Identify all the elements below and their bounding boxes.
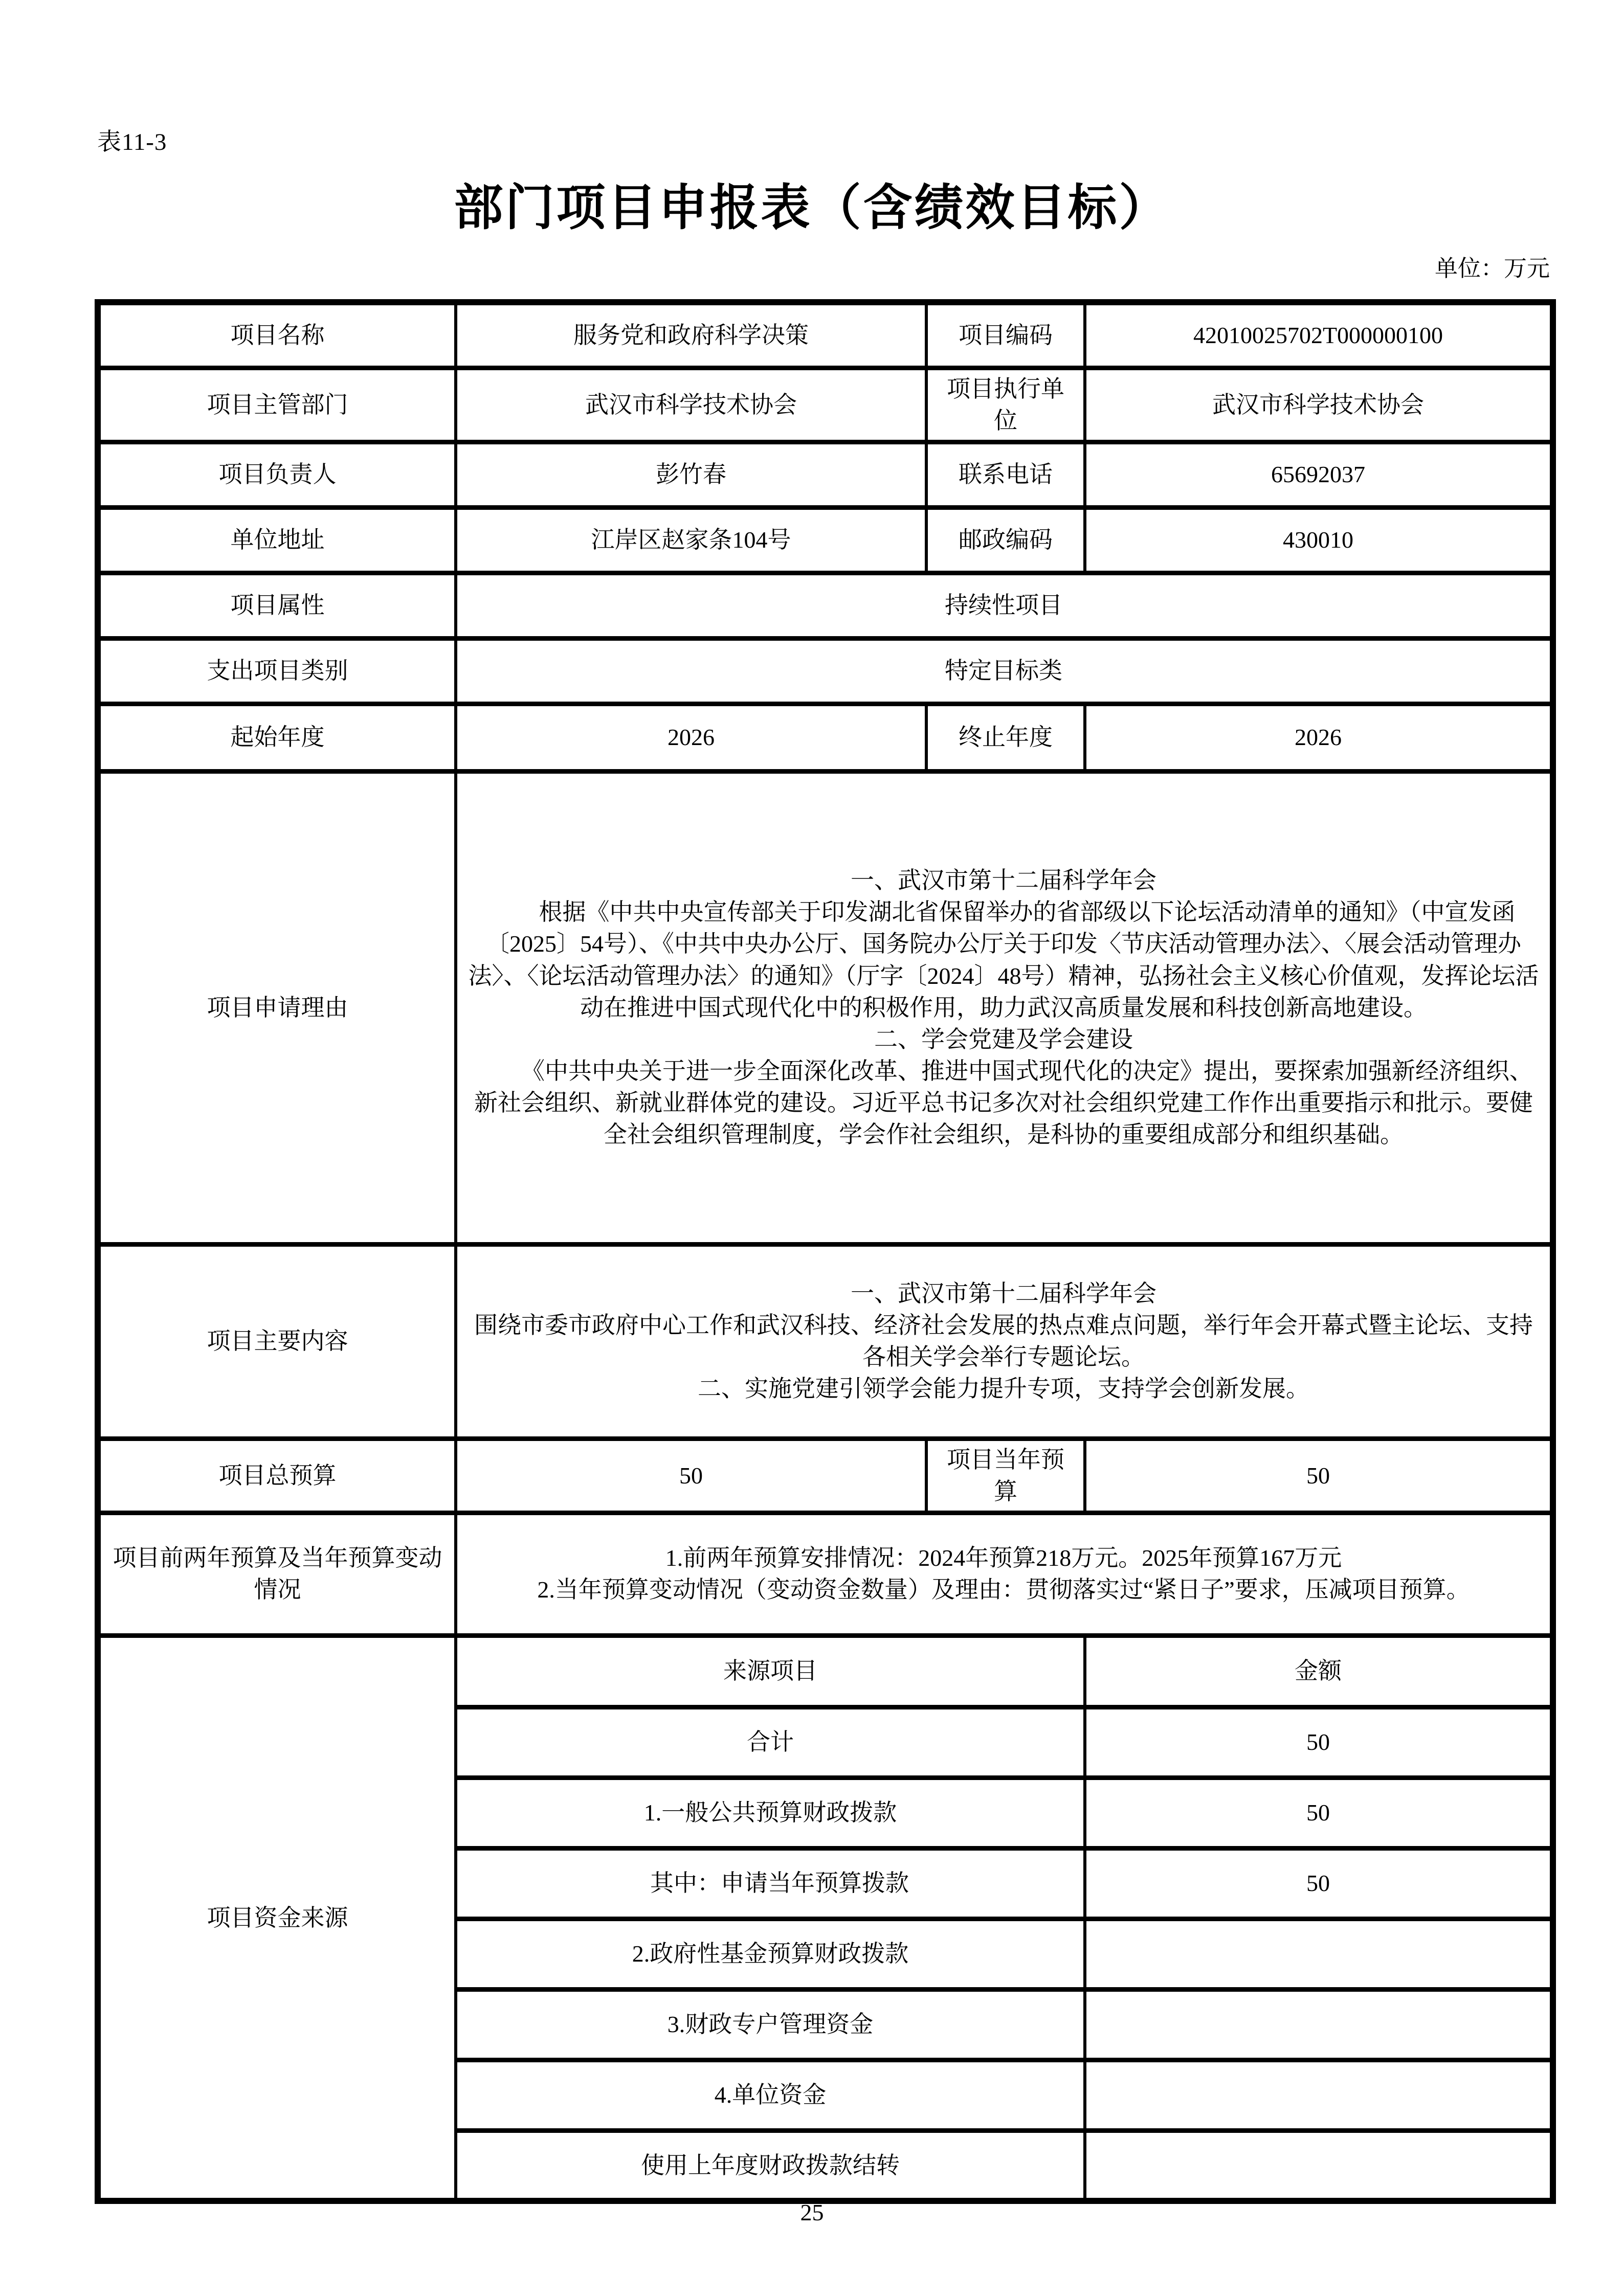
- funding-row-amount: 50: [1085, 1777, 1553, 1848]
- project-code-value: 42010025702T000000100: [1085, 302, 1553, 368]
- funding-row-amount: 50: [1085, 1848, 1553, 1919]
- main-content-label: 项目主要内容: [98, 1244, 456, 1438]
- funding-source-header: 来源项目: [456, 1635, 1085, 1707]
- executing-unit-label: 项目执行单位: [926, 368, 1085, 442]
- table-row: [98, 302, 1553, 368]
- table-row: [98, 507, 1553, 573]
- expenditure-category-label: 支出项目类别: [98, 638, 456, 704]
- table-row: [98, 1244, 1553, 1438]
- prior-budget-paragraph: 1.前两年预算安排情况：2024年预算218万元。2025年预算167万元: [665, 1545, 1342, 1571]
- form-number-tag: 表11-3: [97, 129, 167, 155]
- table-row: [98, 1438, 1553, 1513]
- funding-row-amount: [1085, 1919, 1553, 1989]
- application-reason-label: 项目申请理由: [98, 771, 456, 1244]
- total-budget-value: 50: [456, 1438, 926, 1513]
- funding-row-name: 合计: [456, 1707, 1085, 1777]
- postal-code-value: 430010: [1085, 507, 1553, 573]
- unit-address-label: 单位地址: [98, 507, 456, 573]
- funding-row-name: 4.单位资金: [456, 2060, 1085, 2130]
- supervising-department-value: 武汉市科学技术协会: [456, 368, 926, 442]
- project-leader-label: 项目负责人: [98, 442, 456, 507]
- reason-paragraph: 一、武汉市第十二届科学年会: [851, 867, 1156, 894]
- table-row: [98, 573, 1553, 638]
- funding-row-name: 使用上年度财政拨款结转: [456, 2130, 1085, 2201]
- table-row: [98, 638, 1553, 704]
- postal-code-label: 邮政编码: [926, 507, 1085, 573]
- project-name-label: 项目名称: [98, 302, 456, 368]
- current-year-budget-value: 50: [1085, 1438, 1553, 1513]
- project-application-table: [95, 299, 1556, 2204]
- unit-address-value: 江岸区赵家条104号: [456, 507, 926, 573]
- contact-phone-value: 65692037: [1085, 442, 1553, 507]
- funding-row-name: 3.财政专户管理资金: [456, 1989, 1085, 2060]
- start-year-label: 起始年度: [98, 704, 456, 771]
- reason-paragraph: 根据《中共中央宣传部关于印发湖北省保留举办的省部级以下论坛活动清单的通知》（中宣发函〔2025〕54号）、《中共中央办公厅、国务院办公厅关于印发〈节庆活动管理办法〉、〈展会活动管理办法〉、〈论坛活动管理办法〉的通知》（厅字〔2024〕48号）精神，弘扬社会主义核心价值观，发挥论坛活动在推进中国式现代化中的积极作用，助力武汉高质量发展和科技创新高地建设。: [468, 899, 1539, 1021]
- project-name-value: 服务党和政府科学决策: [456, 302, 926, 368]
- funding-row-amount: 50: [1085, 1707, 1553, 1777]
- unit-note: 单位：万元: [1434, 256, 1550, 281]
- funding-row-name: 1.一般公共预算财政拨款: [456, 1777, 1085, 1848]
- funding-row-name: 其中：申请当年预算拨款: [456, 1848, 1085, 1919]
- application-reason-text: [456, 771, 1553, 1244]
- content-paragraph: 围绕市委市政府中心工作和武汉科技、经济社会发展的热点难点问题，举行年会开幕式暨主论坛、支持各相关学会举行专题论坛。: [474, 1312, 1533, 1370]
- main-content-text: [456, 1244, 1553, 1438]
- contact-phone-label: 联系电话: [926, 442, 1085, 507]
- end-year-label: 终止年度: [926, 704, 1085, 771]
- project-attribute-label: 项目属性: [98, 573, 456, 638]
- table-row: [98, 368, 1553, 442]
- project-attribute-value: 持续性项目: [456, 573, 1553, 638]
- current-year-budget-label: 项目当年预算: [926, 1438, 1085, 1513]
- page-title: 部门项目申报表（含绩效目标）: [454, 181, 1170, 235]
- funding-amount-header: 金额: [1085, 1635, 1553, 1707]
- end-year-value: 2026: [1085, 704, 1553, 771]
- reason-paragraph: 《中共中央关于进一步全面深化改革、推进中国式现代化的决定》提出，要探索加强新经济组织、新社会组织、新就业群体党的建设。习近平总书记多次对社会组织党建工作作出重要指示和批示。要健全社会组织管理制度，学会作社会组织，是科协的重要组成部分和组织基础。: [474, 1057, 1533, 1148]
- content-paragraph: 一、武汉市第十二届科学年会: [851, 1280, 1156, 1307]
- funding-row-amount: [1085, 1989, 1553, 2060]
- funding-row-amount: [1085, 2130, 1553, 2201]
- page-number: 25: [800, 2199, 824, 2225]
- prior-budget-label: 项目前两年预算及当年预算变动情况: [98, 1513, 456, 1635]
- total-budget-label: 项目总预算: [98, 1438, 456, 1513]
- supervising-department-label: 项目主管部门: [98, 368, 456, 442]
- table-row: [98, 1513, 1553, 1635]
- executing-unit-value: 武汉市科学技术协会: [1085, 368, 1553, 442]
- funding-row-name: 2.政府性基金预算财政拨款: [456, 1919, 1085, 1989]
- reason-paragraph: 二、学会党建及学会建设: [874, 1026, 1133, 1052]
- prior-budget-text: [456, 1513, 1553, 1635]
- table-row: [98, 442, 1553, 507]
- table-row: [98, 1635, 1553, 1707]
- project-leader-value: 彭竹春: [456, 442, 926, 507]
- content-paragraph: 二、实施党建引领学会能力提升专项，支持学会创新发展。: [698, 1376, 1309, 1402]
- funding-source-label: 项目资金来源: [98, 1635, 456, 2201]
- table-row: [98, 704, 1553, 771]
- project-code-label: 项目编码: [926, 302, 1085, 368]
- start-year-value: 2026: [456, 704, 926, 771]
- table-row: [98, 771, 1553, 1244]
- funding-row-amount: [1085, 2060, 1553, 2130]
- expenditure-category-value: 特定目标类: [456, 638, 1553, 704]
- prior-budget-paragraph: 2.当年预算变动情况（变动资金数量）及理由：贯彻落实过“紧日子”要求，压减项目预算。: [537, 1577, 1470, 1603]
